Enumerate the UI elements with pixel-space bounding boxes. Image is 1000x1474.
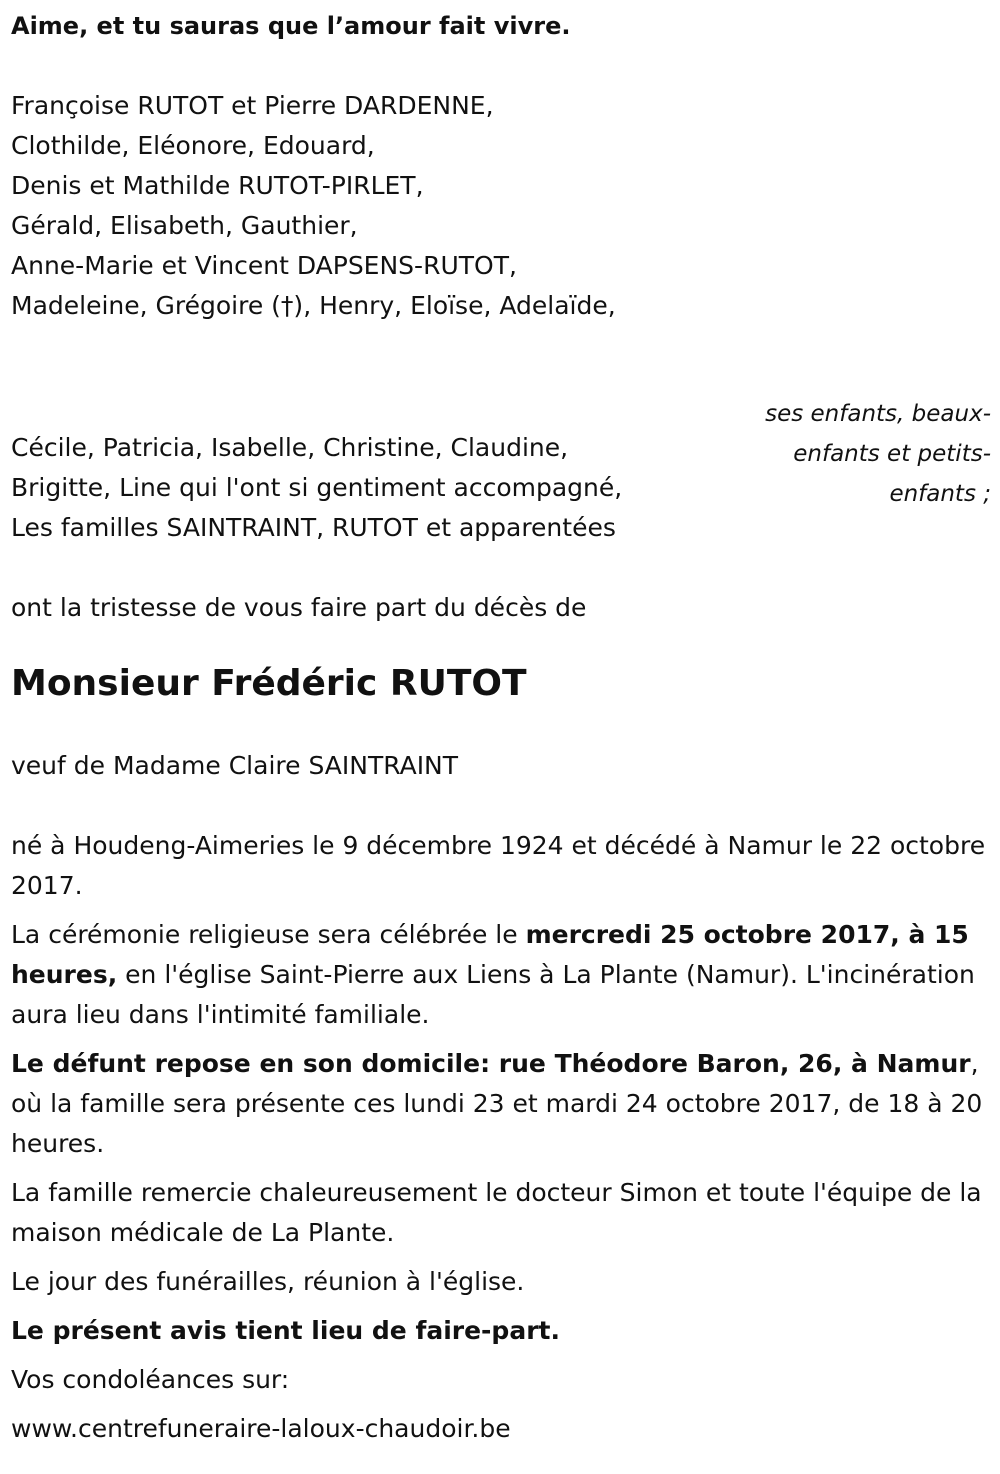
family-role [731,394,991,514]
ceremony-date: mercredi 25 octobre 2017, à 15 heures, [11,920,969,989]
spacer [11,46,991,86]
condolences-label: Vos condoléances sur: [11,1365,290,1394]
condolences-link[interactable]: www.centrefuneraire-laloux-chaudoir.be [11,1414,511,1443]
birth-death: né à Houdeng-Aimeries le 9 décembre 1924 et décédé à Namur le 22 octobre 2017. [11,831,986,900]
thanks-paragraph: La famille remercie chaleureusement le docteur Simon et toute l'équipe de la maison médicale de La Plante. [11,1178,982,1247]
family-line: Denis et Mathilde RUTOT-PIRLET, [11,171,424,200]
family-line: Clothilde, Eléonore, Edouard, [11,131,375,160]
deceased-name: Monsieur Frédéric RUTOT [11,663,527,704]
helpers-line: Cécile, Patricia, Isabelle, Christine, Claudine, [11,433,569,462]
obituary-notice [11,6,991,1449]
reunion-paragraph: Le jour des funérailles, réunion à l'église. [11,1267,525,1296]
motto: Aime, et tu sauras que l’amour fait vivre. [11,12,571,40]
ceremony-location: en l'église Saint-Pierre aux Liens à La Plante (Namur). L'incinération aura lieu dans l'intimité familiale. [11,960,975,1029]
helpers-line: Les familles SAINTRAINT, RUTOT et apparentées [11,513,616,542]
family-line: Françoise RUTOT et Pierre DARDENNE, [11,91,494,120]
spacer [11,786,991,826]
widower-of: veuf de Madame Claire SAINTRAINT [11,751,459,780]
announcement: ont la tristesse de vous faire part du décès de [11,593,587,622]
helpers-line: Brigitte, Line qui l'ont si gentiment accompagné, [11,473,623,502]
family-role-line: ses enfants, beaux- [765,401,991,427]
notice-paragraph: Le présent avis tient lieu de faire-part. [11,1316,560,1345]
family-role-line: enfants et petits- [793,441,991,467]
family-line: Gérald, Elisabeth, Gauthier, [11,211,358,240]
repose-paragraph [11,1044,986,1164]
repose-visiting-hours: , où la famille sera présente ces lundi 23 et mardi 24 octobre 2017, de 18 à 20 heures. [11,1049,983,1158]
spacer [11,548,991,588]
family-line: Madeleine, Grégoire (†), Henry, Eloïse, Adelaïde, [11,291,616,320]
family-role-line: enfants ; [889,481,991,507]
ceremony-text: La cérémonie religieuse sera célébrée le [11,920,526,949]
family-line: Anne-Marie et Vincent DAPSENS-RUTOT, [11,251,517,280]
ceremony-paragraph [11,915,986,1035]
repose-address: Le défunt repose en son domicile: rue Théodore Baron, 26, à Namur [11,1049,971,1078]
